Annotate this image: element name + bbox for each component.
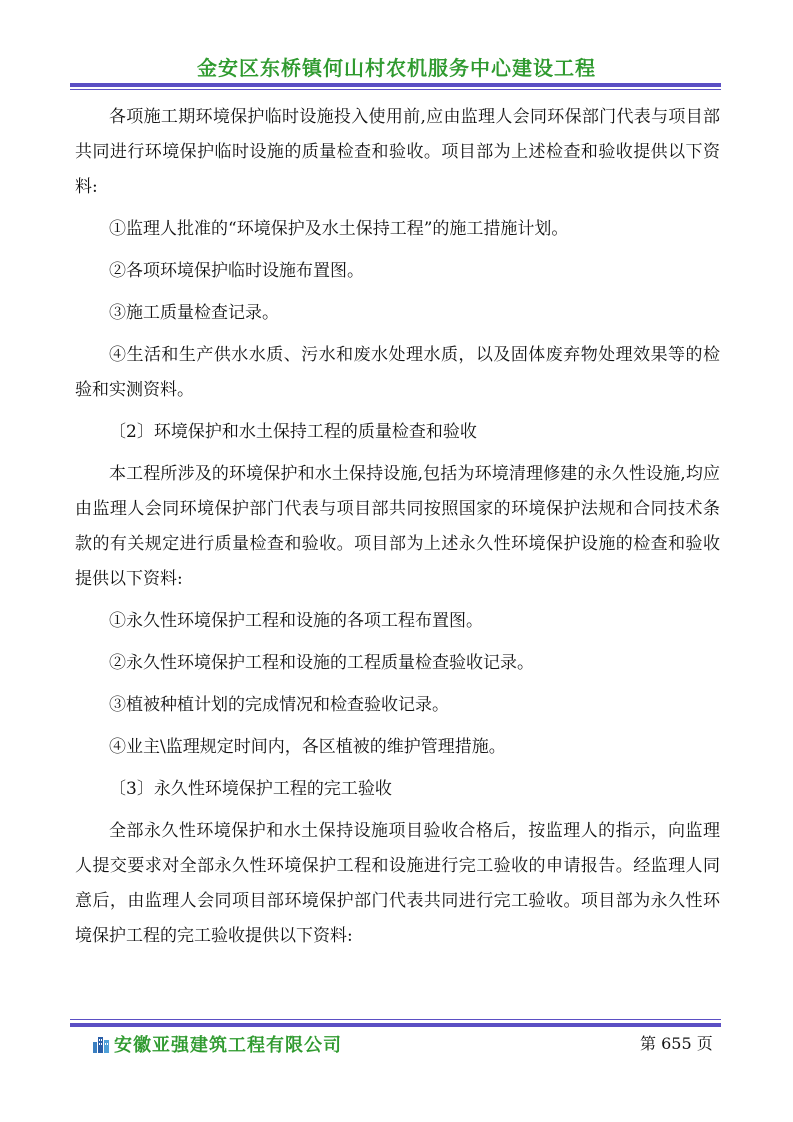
header-rule-thick [70, 83, 721, 87]
body-list-item: ②各项环境保护临时设施布置图。 [109, 261, 364, 281]
building-logo-icon [92, 1035, 110, 1053]
footer-rule-thick [70, 1023, 721, 1027]
body-paragraph: 本工程所涉及的环境保护和水土保持设施,包括为环境清理修建的永久性设施,均应由监理人会同环境保护部门代表与项目部共同按照国家的环境保护法规和合同技术条款的有关规定进行质量检查和验收。项目部为上述永久性环境保护设施的检查和验收提供以下资料: [75, 464, 720, 589]
body-list-item: ①永久性环境保护工程和设施的各项工程布置图。 [109, 611, 483, 631]
company-name: 安徽亚强建筑工程有限公司 [114, 1035, 342, 1056]
body-list-item: ①监理人批准的“环境保护及水土保持工程”的施工措施计划。 [109, 219, 569, 239]
footer-company [92, 1032, 342, 1056]
body-list-item: ④业主\监理规定时间内，各区植被的维护管理措施。 [109, 737, 506, 757]
body-list-item: ③植被种植计划的完成情况和检查验收记录。 [109, 695, 449, 715]
document-header-title: 金安区东桥镇何山村农机服务中心建设工程 [197, 56, 596, 80]
body-list-item: ②永久性环境保护工程和设施的工程质量检查验收记录。 [109, 653, 534, 673]
header-rule-thin [70, 89, 721, 90]
footer-rule-thin [70, 1019, 721, 1020]
body-list-item: ③施工质量检查记录。 [109, 303, 279, 323]
page-number: 第 655 页 [640, 1034, 713, 1053]
body-list-item: ④生活和生产供水水质、污水和废水处理水质，以及固体废弃物处理效果等的检验和实测资料。 [75, 345, 720, 400]
section-heading: 〔3〕永久性环境保护工程的完工验收 [109, 779, 392, 799]
body-paragraph: 全部永久性环境保护和水土保持设施项目验收合格后，按监理人的指示，向监理人提交要求对全部永久性环境保护工程和设施进行完工验收的申请报告。经监理人同意后，由监理人会同项目部环境保护部门代表共同进行完工验收。项目部为永久性环境保护工程的完工验收提供以下资料: [75, 821, 720, 946]
document-body [75, 100, 720, 961]
body-paragraph: 各项施工期环境保护临时设施投入使用前,应由监理人会同环保部门代表与项目部共同进行环境保护临时设施的质量检查和验收。项目部为上述检查和验收提供以下资料: [75, 107, 720, 197]
section-heading: 〔2〕环境保护和水土保持工程的质量检查和验收 [109, 422, 477, 442]
